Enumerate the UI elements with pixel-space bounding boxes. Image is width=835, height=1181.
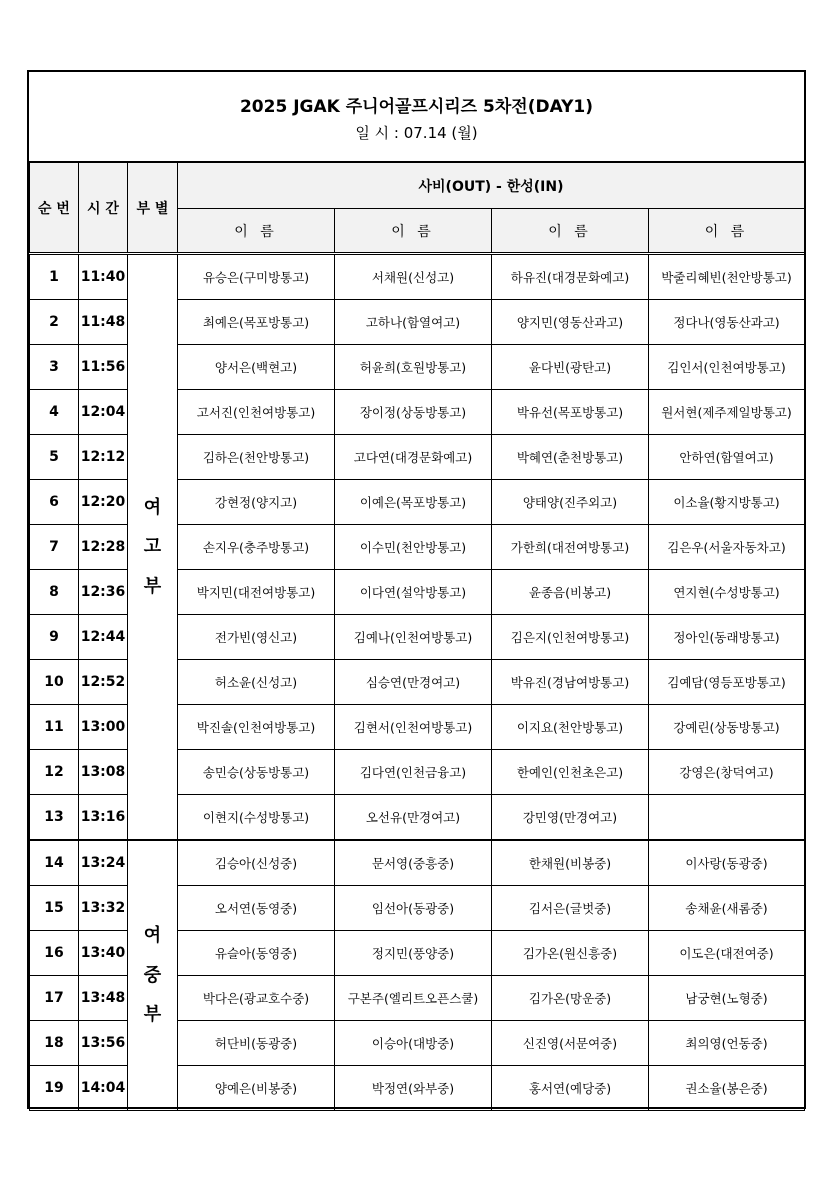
time-cell: 13:32 — [79, 886, 128, 931]
header-name: 이 름 — [649, 209, 805, 254]
player-cell: 전가빈(영신고) — [178, 615, 335, 660]
player-cell: 박유진(경남여방통고) — [492, 660, 649, 705]
player-cell: 구본주(엘리트오픈스쿨) — [335, 976, 492, 1021]
header-name: 이 름 — [335, 209, 492, 254]
player-cell: 오선유(만경여고) — [335, 795, 492, 841]
order-cell: 14 — [30, 840, 79, 886]
order-cell: 17 — [30, 976, 79, 1021]
header-name: 이 름 — [492, 209, 649, 254]
player-cell: 이승아(대방중) — [335, 1021, 492, 1066]
player-cell: 박혜연(춘천방통고) — [492, 435, 649, 480]
player-cell: 홍서연(예당중) — [492, 1066, 649, 1111]
player-cell: 강영은(창덕여고) — [649, 750, 805, 795]
order-cell: 2 — [30, 300, 79, 345]
order-cell: 12 — [30, 750, 79, 795]
rows-body — [30, 254, 805, 1111]
player-cell: 최예은(목포방통고) — [178, 300, 335, 345]
player-cell: 송채윤(새롬중) — [649, 886, 805, 931]
player-cell — [649, 795, 805, 841]
table-row — [30, 254, 805, 300]
order-cell: 8 — [30, 570, 79, 615]
player-cell: 김다연(인천금융고) — [335, 750, 492, 795]
time-cell: 12:28 — [79, 525, 128, 570]
player-cell: 허소윤(신성고) — [178, 660, 335, 705]
player-cell: 고하나(함열여고) — [335, 300, 492, 345]
player-cell: 이소율(황지방통고) — [649, 480, 805, 525]
player-cell: 강민영(만경여고) — [492, 795, 649, 841]
player-cell: 장이정(상동방통고) — [335, 390, 492, 435]
order-cell: 16 — [30, 931, 79, 976]
player-cell: 허단비(동광중) — [178, 1021, 335, 1066]
time-cell: 11:56 — [79, 345, 128, 390]
player-cell: 박다은(광교호수중) — [178, 976, 335, 1021]
player-cell: 김서은(글벗중) — [492, 886, 649, 931]
player-cell: 양서은(백현고) — [178, 345, 335, 390]
order-cell: 3 — [30, 345, 79, 390]
order-cell: 5 — [30, 435, 79, 480]
time-cell: 11:40 — [79, 254, 128, 300]
time-cell: 13:08 — [79, 750, 128, 795]
player-cell: 유승은(구미방통고) — [178, 254, 335, 300]
header-time: 시 간 — [79, 163, 128, 254]
player-cell: 양예은(비봉중) — [178, 1066, 335, 1111]
time-cell: 11:48 — [79, 300, 128, 345]
player-cell: 한채원(비봉중) — [492, 840, 649, 886]
player-cell: 김예담(영등포방통고) — [649, 660, 805, 705]
order-cell: 19 — [30, 1066, 79, 1111]
time-cell: 13:16 — [79, 795, 128, 841]
order-cell: 1 — [30, 254, 79, 300]
time-cell: 14:04 — [79, 1066, 128, 1111]
player-cell: 서채원(신성고) — [335, 254, 492, 300]
player-cell: 김현서(인천여방통고) — [335, 705, 492, 750]
player-cell: 김예나(인천여방통고) — [335, 615, 492, 660]
division-label-char: 중 — [143, 964, 162, 986]
time-cell: 13:00 — [79, 705, 128, 750]
player-cell: 김은지(인천여방통고) — [492, 615, 649, 660]
time-cell: 12:52 — [79, 660, 128, 705]
date-line: 일 시 : 07.14 (월) — [355, 124, 478, 142]
time-cell: 12:20 — [79, 480, 128, 525]
division-label-char: 여 — [143, 496, 162, 518]
player-cell: 정지민(풍양중) — [335, 931, 492, 976]
player-cell: 박유선(목포방통고) — [492, 390, 649, 435]
tee-time-sheet — [27, 70, 806, 1109]
time-cell: 13:40 — [79, 931, 128, 976]
player-cell: 김하은(천안방통고) — [178, 435, 335, 480]
player-cell: 이현지(수성방통고) — [178, 795, 335, 841]
order-cell: 6 — [30, 480, 79, 525]
order-cell: 9 — [30, 615, 79, 660]
player-cell: 이수민(천안방통고) — [335, 525, 492, 570]
player-cell: 박줄리혜빈(천안방통고) — [649, 254, 805, 300]
division-label-char: 부 — [143, 575, 162, 597]
player-cell: 이지요(천안방통고) — [492, 705, 649, 750]
player-cell: 박진솔(인천여방통고) — [178, 705, 335, 750]
order-cell: 13 — [30, 795, 79, 841]
player-cell: 이다연(설악방통고) — [335, 570, 492, 615]
player-cell: 김승아(신성중) — [178, 840, 335, 886]
time-cell: 13:24 — [79, 840, 128, 886]
player-cell: 정아인(동래방통고) — [649, 615, 805, 660]
time-cell: 12:36 — [79, 570, 128, 615]
header-order: 순 번 — [30, 163, 79, 254]
order-cell: 15 — [30, 886, 79, 931]
player-cell: 최의영(언동중) — [649, 1021, 805, 1066]
player-cell: 신진영(서문여중) — [492, 1021, 649, 1066]
player-cell: 강예린(상동방통고) — [649, 705, 805, 750]
player-cell: 정다나(영동산과고) — [649, 300, 805, 345]
time-cell: 12:12 — [79, 435, 128, 480]
player-cell: 손지우(충주방통고) — [178, 525, 335, 570]
player-cell: 양태양(진주외고) — [492, 480, 649, 525]
title-area — [29, 72, 804, 162]
player-cell: 권소율(봉은중) — [649, 1066, 805, 1111]
division-label-char: 고 — [143, 536, 162, 558]
player-cell: 연지현(수성방통고) — [649, 570, 805, 615]
player-cell: 김은우(서울자동차고) — [649, 525, 805, 570]
player-cell: 박정연(와부중) — [335, 1066, 492, 1111]
division-label-char: 여 — [143, 925, 162, 947]
order-cell: 4 — [30, 390, 79, 435]
player-cell: 양지민(영동산과고) — [492, 300, 649, 345]
order-cell: 10 — [30, 660, 79, 705]
player-cell: 강현정(양지고) — [178, 480, 335, 525]
time-cell: 13:56 — [79, 1021, 128, 1066]
player-cell: 윤다빈(광탄고) — [492, 345, 649, 390]
player-cell: 문서영(중흥중) — [335, 840, 492, 886]
time-cell: 13:48 — [79, 976, 128, 1021]
header-name: 이 름 — [178, 209, 335, 254]
player-cell: 오서연(동영중) — [178, 886, 335, 931]
time-cell: 12:04 — [79, 390, 128, 435]
player-cell: 윤종음(비봉고) — [492, 570, 649, 615]
order-cell: 7 — [30, 525, 79, 570]
player-cell: 남궁현(노형중) — [649, 976, 805, 1021]
player-cell: 김가온(망운중) — [492, 976, 649, 1021]
player-cell: 허윤희(호원방통고) — [335, 345, 492, 390]
player-cell: 유슬아(동영중) — [178, 931, 335, 976]
header-course: 사비(OUT) - 한성(IN) — [178, 163, 805, 209]
player-cell: 이예은(목포방통고) — [335, 480, 492, 525]
division-label-char: 부 — [143, 1004, 162, 1026]
player-cell: 안하연(함열여고) — [649, 435, 805, 480]
division-cell — [128, 254, 178, 841]
player-cell: 심승연(만경여고) — [335, 660, 492, 705]
player-cell: 고다연(대경문화예고) — [335, 435, 492, 480]
time-cell: 12:44 — [79, 615, 128, 660]
player-cell: 가한희(대전여방통고) — [492, 525, 649, 570]
player-cell: 하유진(대경문화예고) — [492, 254, 649, 300]
header-division: 부 별 — [128, 163, 178, 254]
division-cell — [128, 840, 178, 1111]
player-cell: 이사랑(동광중) — [649, 840, 805, 886]
tee-time-table — [29, 162, 805, 1111]
page-title: 2025 JGAK 주니어골프시리즈 5차전(DAY1) — [239, 97, 594, 117]
player-cell: 김가온(원신흥중) — [492, 931, 649, 976]
player-cell: 원서현(제주제일방통고) — [649, 390, 805, 435]
order-cell: 11 — [30, 705, 79, 750]
player-cell: 송민승(상동방통고) — [178, 750, 335, 795]
player-cell: 임선아(동광중) — [335, 886, 492, 931]
player-cell: 고서진(인천여방통고) — [178, 390, 335, 435]
player-cell: 박지민(대전여방통고) — [178, 570, 335, 615]
player-cell: 김인서(인천여방통고) — [649, 345, 805, 390]
order-cell: 18 — [30, 1021, 79, 1066]
player-cell: 이도은(대전여중) — [649, 931, 805, 976]
table-row — [30, 840, 805, 886]
player-cell: 한예인(인천초은고) — [492, 750, 649, 795]
